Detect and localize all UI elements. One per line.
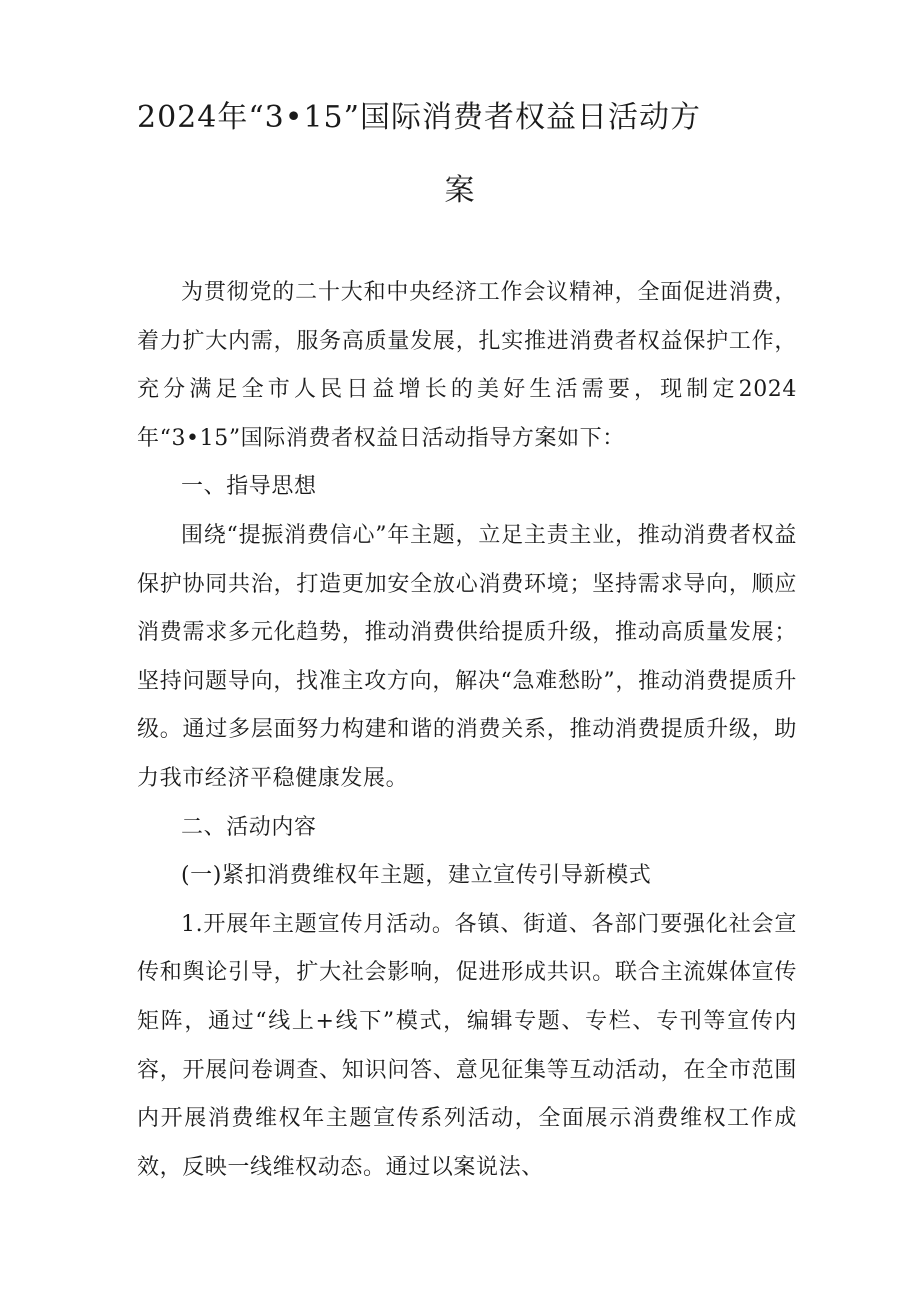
activity-item-1-paragraph: 1.开展年主题宣传月活动。各镇、街道、各部门要强化社会宣传和舆论引导，扩大社会影响，促进形成共识。联合主流媒体宣传矩阵，通过“线上+线下”模式，编辑专题、专栏、专刊等宣传内容，开展问卷调查、知识问答、意见征集等互动活动，在全市范围内开展消费维权年主题宣传系列活动，全面展示消费维权工作成效，反映一线维权动态。通过以案说法、 (137, 911, 797, 1180)
intro-paragraph: 为贯彻党的二十大和中央经济工作会议精神，全面促进消费，着力扩大内需，服务高质量发展，扎实推进消费者权益保护工作，充分满足全市人民日益增长的美好生活需要，现制定2024年“3•15”国际消费者权益日活动指导方案如下： (137, 280, 797, 451)
section-heading-activity-content: 二、活动内容 (181, 814, 317, 840)
document-title-line-2: 案 (444, 173, 476, 208)
subsection-heading-1: (一)紧扣消费维权年主题，建立宣传引导新模式 (181, 863, 652, 889)
guiding-ideology-paragraph: 围绕“提振消费信心”年主题，立足主责主业，推动消费者权益保护协同共治，打造更加安全放心消费环境；坚持需求导向，顺应消费需求多元化趋势，推动消费供给提质升级，推动高质量发展；坚持问题导向，找准主攻方向，解决“急难愁盼”，推动消费提质升级。通过多层面努力构建和谐的消费关系，推动消费提质升级，助力我市经济平稳健康发展。 (137, 522, 797, 791)
document-body (137, 269, 797, 1192)
section-heading-guiding-ideology: 一、指导思想 (181, 474, 317, 500)
document-title-line-1: 2024年“3•15”国际消费者权益日活动方 (137, 100, 701, 135)
